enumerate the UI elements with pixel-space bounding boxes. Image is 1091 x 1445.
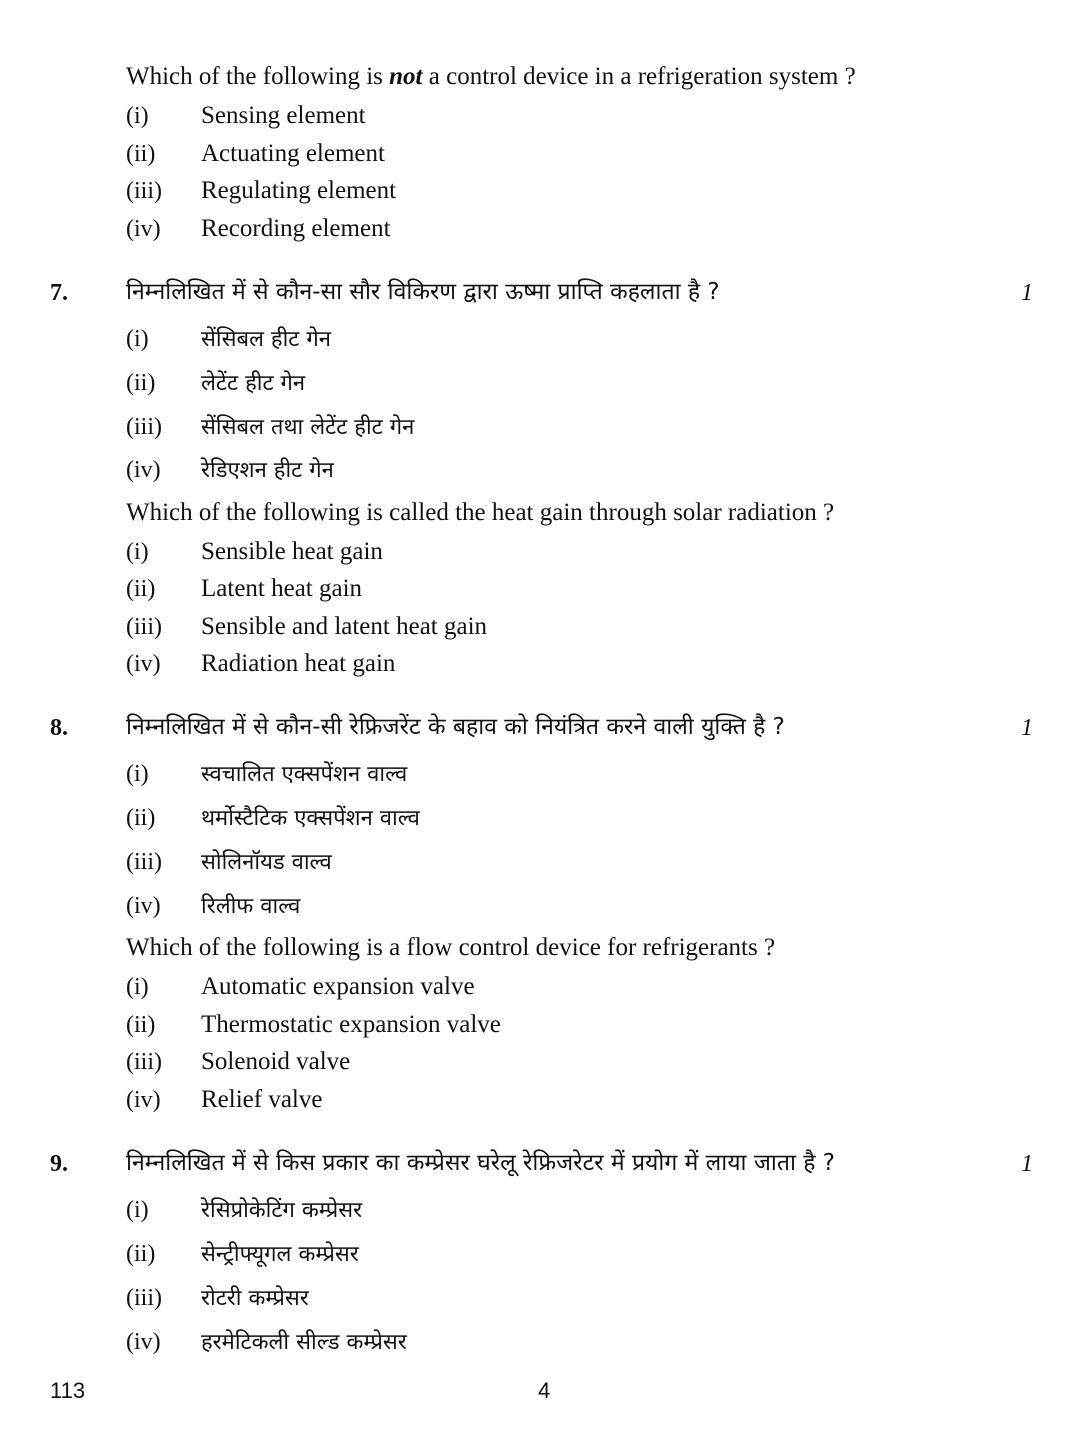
option-text: Sensible and latent heat gain bbox=[201, 613, 488, 640]
q6-en-option-2 bbox=[126, 138, 385, 169]
q8-hi-option-2 bbox=[126, 802, 420, 834]
q7-number: 7. bbox=[50, 280, 68, 306]
option-number: (i) bbox=[126, 1197, 149, 1223]
q9-hi-option-2 bbox=[126, 1238, 359, 1270]
option-number: (ii) bbox=[126, 576, 156, 602]
option-text: Relief valve bbox=[201, 1086, 323, 1113]
q7-hi-question: निम्नलिखित में से कौन-सा सौर विकिरण द्वारा ऊष्मा प्राप्ति कहलाता है ? bbox=[126, 279, 720, 305]
q8-hi-option-4 bbox=[126, 890, 300, 922]
q9-hi-question: निम्नलिखित में से किस प्रकार का कम्प्रेसर घरेलू रेफ्रिजरेटर में प्रयोग में लाया जाता है ? bbox=[126, 1150, 835, 1176]
q8-number: 8. bbox=[50, 715, 68, 741]
option-number: (iii) bbox=[126, 178, 162, 204]
q7-hi-option-3 bbox=[126, 411, 414, 443]
option-number: (iii) bbox=[126, 1285, 162, 1311]
option-text: सेंसिबल तथा लेटेंट हीट गेन bbox=[201, 415, 415, 440]
option-number: (i) bbox=[126, 326, 149, 352]
option-number: (ii) bbox=[126, 370, 156, 396]
q8-en-option-1 bbox=[126, 971, 475, 1002]
option-number: (ii) bbox=[126, 1241, 156, 1267]
option-text: Sensing element bbox=[201, 102, 366, 129]
q7-en-question: Which of the following is called the heat gain through solar radiation ? bbox=[126, 499, 835, 526]
option-text: रेसिप्रोकेटिंग कम्प्रेसर bbox=[201, 1198, 363, 1223]
option-text: Thermostatic expansion valve bbox=[201, 1011, 501, 1038]
q7-hi-option-1 bbox=[126, 323, 331, 355]
q8-hi-option-1 bbox=[126, 758, 407, 790]
option-text: Sensible heat gain bbox=[201, 538, 383, 565]
q6-en-option-1 bbox=[126, 100, 366, 131]
option-text: Latent heat gain bbox=[201, 575, 363, 602]
option-number: (i) bbox=[126, 761, 149, 787]
option-text: हरमेटिकली सील्ड कम्प्रेसर bbox=[201, 1330, 407, 1355]
option-number: (ii) bbox=[126, 141, 156, 167]
option-text: Solenoid valve bbox=[201, 1048, 351, 1075]
option-text: Actuating element bbox=[201, 140, 385, 167]
option-text: सेंसिबल हीट गेन bbox=[201, 327, 331, 352]
option-number: (iv) bbox=[126, 216, 161, 242]
q9-marks: 1 bbox=[1021, 1151, 1033, 1177]
option-number: (iv) bbox=[126, 651, 161, 677]
option-text: Automatic expansion valve bbox=[201, 973, 475, 1000]
q6-en-question bbox=[126, 62, 856, 92]
option-number: (i) bbox=[126, 103, 149, 129]
q7-en-option-1 bbox=[126, 536, 383, 567]
q6-en-question-part1: Which of the following is bbox=[126, 63, 390, 90]
q9-hi-option-4 bbox=[126, 1326, 407, 1358]
option-number: (iii) bbox=[126, 614, 162, 640]
q6-en-option-3 bbox=[126, 175, 396, 206]
q8-marks: 1 bbox=[1021, 715, 1033, 741]
q7-marks: 1 bbox=[1021, 280, 1033, 306]
option-number: (ii) bbox=[126, 1012, 156, 1038]
option-text: रोटरी कम्प्रेसर bbox=[201, 1286, 309, 1311]
q7-hi-option-4 bbox=[126, 454, 334, 486]
q8-en-question: Which of the following is a flow control device for refrigerants ? bbox=[126, 934, 776, 961]
option-number: (iv) bbox=[126, 893, 161, 919]
q7-en-option-3 bbox=[126, 611, 487, 642]
option-number: (iii) bbox=[126, 1049, 162, 1075]
option-text: लेटेंट हीट गेन bbox=[201, 371, 306, 396]
option-number: (iii) bbox=[126, 849, 162, 875]
page-number: 4 bbox=[538, 1378, 551, 1403]
option-text: Regulating element bbox=[201, 177, 397, 204]
q9-number: 9. bbox=[50, 1151, 68, 1177]
q6-en-option-4 bbox=[126, 213, 391, 244]
q8-en-option-3 bbox=[126, 1046, 350, 1077]
q9-hi-option-1 bbox=[126, 1194, 362, 1226]
q6-en-question-emphasis: not bbox=[389, 63, 423, 90]
q8-hi-question: निम्नलिखित में से कौन-सी रेफ्रिजरेंट के बहाव को नियंत्रित करने वाली युक्ति है ? bbox=[126, 714, 785, 740]
option-number: (iv) bbox=[126, 457, 161, 483]
option-text: रेडिएशन हीट गेन bbox=[201, 458, 334, 483]
q7-en-option-4 bbox=[126, 648, 395, 679]
q6-en-question-part2: a control device in a refrigeration system ? bbox=[422, 63, 856, 90]
q8-en-option-4 bbox=[126, 1084, 322, 1115]
option-number: (iii) bbox=[126, 414, 162, 440]
option-text: थर्मोस्टैटिक एक्सपेंशन वाल्व bbox=[201, 806, 420, 831]
option-text: Recording element bbox=[201, 215, 391, 242]
paper-code: 113 bbox=[50, 1378, 86, 1403]
option-number: (iv) bbox=[126, 1329, 161, 1355]
option-number: (ii) bbox=[126, 805, 156, 831]
option-text: Radiation heat gain bbox=[201, 650, 396, 677]
option-text: रिलीफ वाल्व bbox=[201, 894, 301, 919]
option-number: (i) bbox=[126, 539, 149, 565]
q9-hi-option-3 bbox=[126, 1282, 309, 1314]
q8-en-option-2 bbox=[126, 1009, 501, 1040]
option-number: (iv) bbox=[126, 1087, 161, 1113]
option-number: (i) bbox=[126, 974, 149, 1000]
option-text: सोलिनॉयड वाल्व bbox=[201, 850, 332, 875]
q8-hi-option-3 bbox=[126, 846, 332, 878]
q7-en-option-2 bbox=[126, 573, 362, 604]
q7-hi-option-2 bbox=[126, 367, 305, 399]
option-text: सेन्ट्रीफ्यूगल कम्प्रेसर bbox=[201, 1242, 359, 1267]
option-text: स्वचालित एक्सपेंशन वाल्व bbox=[201, 762, 408, 787]
